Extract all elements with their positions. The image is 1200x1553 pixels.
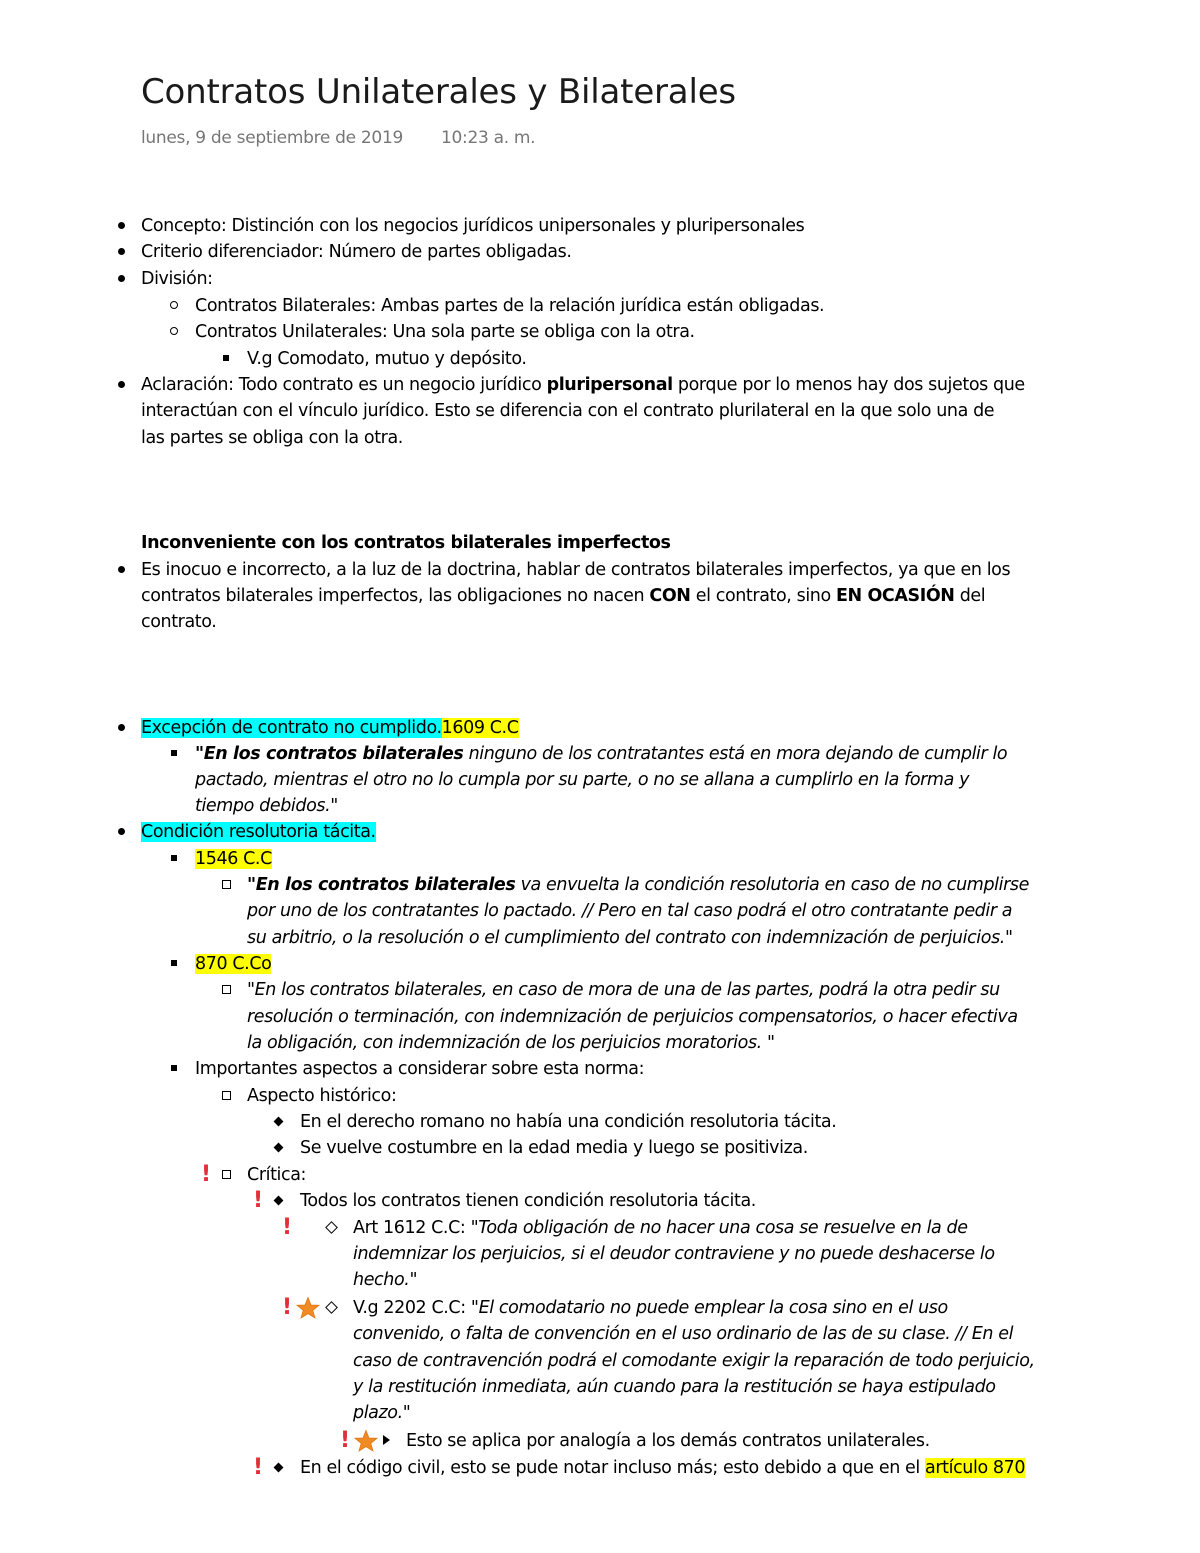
exclamation-icon: ! bbox=[282, 1215, 292, 1240]
list-item bbox=[195, 951, 271, 977]
italic-text: y la restitución inmediata, aún cuando para la restitución se haya estipulado bbox=[353, 1377, 996, 1397]
italic-text: resolución o terminación, con indemnización de perjuicios compensatorios, o hacer efectiva bbox=[247, 1007, 1018, 1027]
italic-text: tiempo debidos." bbox=[195, 796, 338, 816]
exclamation-icon: ! bbox=[282, 1295, 292, 1320]
page-date: lunes, 9 de septiembre de 2019 bbox=[141, 128, 403, 148]
bullet-disc-icon bbox=[111, 266, 131, 292]
article-reference: 870 C.Co bbox=[195, 954, 272, 974]
bullet-circle-icon bbox=[164, 293, 184, 319]
bold-text: "En los contratos bilaterales bbox=[247, 875, 516, 895]
bullet-open-square-icon bbox=[216, 977, 236, 1003]
list-item bbox=[141, 715, 519, 741]
list-item: Criterio diferenciador: Número de partes obligadas. bbox=[141, 242, 572, 262]
list-item: Crítica: bbox=[247, 1165, 307, 1185]
quote-line bbox=[195, 741, 1007, 767]
bullet-open-diamond-icon bbox=[321, 1295, 341, 1321]
list-item: Contratos Bilaterales: Ambas partes de la relación jurídica están obligadas. bbox=[195, 296, 825, 316]
list-item: Importantes aspectos a considerar sobre esta norma: bbox=[195, 1059, 645, 1079]
quote-line bbox=[247, 1030, 775, 1056]
star-icon bbox=[296, 1295, 320, 1321]
list-item: Contratos Unilaterales: Una sola parte se obliga con la otra. bbox=[195, 322, 695, 342]
bullet-square-icon bbox=[216, 346, 236, 372]
page-title: Contratos Unilaterales y Bilaterales bbox=[141, 72, 736, 112]
list-item bbox=[195, 846, 272, 872]
list-item bbox=[300, 1455, 1025, 1481]
bullet-triangle-icon bbox=[376, 1428, 396, 1454]
italic-text: plazo." bbox=[353, 1403, 411, 1423]
list-item: Concepto: Distinción con los negocios jurídicos unipersonales y pluripersonales bbox=[141, 216, 805, 236]
list-item: Esto se aplica por analogía a los demás contratos unilaterales. bbox=[406, 1431, 930, 1451]
quote-line bbox=[353, 1321, 1013, 1347]
italic-text: indemnizar los perjuicios, si el deudor contraviene y no puede deshacerse lo bbox=[353, 1244, 995, 1264]
star-icon bbox=[354, 1428, 378, 1454]
bullet-disc-icon bbox=[111, 557, 131, 583]
article-reference: 1609 C.C bbox=[441, 718, 519, 738]
text-run: contratos bilaterales imperfectos, las obligaciones no nacen bbox=[141, 586, 650, 606]
bold-text: "En los contratos bilaterales bbox=[195, 744, 464, 764]
list-item: V.g Comodato, mutuo y depósito. bbox=[247, 349, 527, 369]
list-item: Se vuelve costumbre en la edad media y luego se positiviza. bbox=[300, 1138, 808, 1158]
exclamation-icon: ! bbox=[201, 1162, 211, 1187]
list-item: Aspecto histórico: bbox=[247, 1086, 397, 1106]
italic-text: El comodatario no puede emplear la cosa sino en el uso bbox=[478, 1298, 948, 1318]
list-item-continuation: las partes se obliga con la otra. bbox=[141, 428, 403, 448]
quote-line bbox=[353, 1241, 995, 1267]
bullet-square-icon bbox=[164, 1056, 184, 1082]
quote-line bbox=[353, 1400, 410, 1426]
italic-text: por uno de los contratantes lo pactado. // Pero en tal caso podrá el otro contratante pedir a bbox=[247, 901, 1013, 921]
text-run: del bbox=[954, 586, 986, 606]
bullet-circle-icon bbox=[164, 319, 184, 345]
page-time: 10:23 a. m. bbox=[440, 128, 536, 148]
exclamation-icon: ! bbox=[340, 1428, 350, 1453]
bold-text: pluripersonal bbox=[546, 375, 673, 395]
italic-text: hecho." bbox=[353, 1270, 418, 1290]
bullet-open-square-icon bbox=[216, 872, 236, 898]
text-run: el contrato, sino bbox=[690, 586, 836, 606]
list-item: División: bbox=[141, 269, 213, 289]
text-run: V.g 2202 C.C: " bbox=[353, 1298, 479, 1318]
italic-text: caso de contravención podrá el comodante exigir la reparación de todo perjuicio, bbox=[353, 1351, 1035, 1371]
bullet-square-icon bbox=[164, 951, 184, 977]
bullet-diamond-icon bbox=[268, 1188, 288, 1214]
quote-line bbox=[247, 977, 1000, 1003]
bold-text: CON bbox=[649, 586, 691, 606]
quote-line bbox=[353, 1348, 1035, 1374]
list-item bbox=[141, 372, 1025, 398]
italic-text: pactado, mientras el otro no lo cumpla por su parte, o no se allana a cumplirlo en la forma y bbox=[195, 770, 970, 790]
quote-line bbox=[195, 793, 338, 819]
article-reference: 1546 C.C bbox=[195, 849, 272, 869]
text-run: va envuelta la condición resolutoria en caso de no cumplirse bbox=[515, 875, 1029, 895]
bullet-diamond-icon bbox=[268, 1135, 288, 1161]
quote-line bbox=[353, 1374, 996, 1400]
page-meta bbox=[141, 128, 535, 148]
quote-line bbox=[247, 925, 1013, 951]
bullet-diamond-icon bbox=[268, 1455, 288, 1481]
italic-text: su arbitrio, o la resolución o el cumplimiento del contrato con indemnización de perjuicios." bbox=[247, 928, 1013, 948]
text-run: Art 1612 C.C: bbox=[353, 1218, 471, 1238]
bullet-disc-icon bbox=[111, 213, 131, 239]
section-heading: Inconveniente con los contratos bilaterales imperfectos bbox=[141, 533, 671, 553]
list-item: En el derecho romano no había una condición resolutoria tácita. bbox=[300, 1112, 837, 1132]
bullet-diamond-icon bbox=[268, 1109, 288, 1135]
quote-line bbox=[195, 767, 969, 793]
text-run: Aclaración: Todo contrato es un negocio jurídico bbox=[141, 375, 547, 395]
bullet-open-square-icon bbox=[216, 1083, 236, 1109]
italic-text: "Toda obligación de no hacer una cosa se resuelve en la de bbox=[470, 1218, 968, 1238]
bullet-open-diamond-icon bbox=[321, 1215, 341, 1241]
quote-line bbox=[353, 1267, 417, 1293]
text-run: En el código civil, esto se pude notar incluso más; esto debido a que en el bbox=[300, 1458, 926, 1478]
italic-text: "En los contratos bilaterales, en caso de mora de una de las partes, podrá la otra pedir su bbox=[247, 980, 1000, 1000]
bullet-open-square-icon bbox=[216, 1162, 236, 1188]
list-item bbox=[353, 1215, 968, 1241]
list-item-continuation: interactúan con el vínculo jurídico. Esto se diferencia con el contrato plurilateral en la que solo una de bbox=[141, 401, 995, 421]
bold-text: EN OCASIÓN bbox=[835, 586, 955, 606]
bullet-disc-icon bbox=[111, 715, 131, 741]
list-item bbox=[353, 1295, 948, 1321]
exclamation-icon: ! bbox=[253, 1455, 263, 1480]
list-item: Todos los contratos tienen condición resolutoria tácita. bbox=[300, 1191, 756, 1211]
bullet-disc-icon bbox=[111, 819, 131, 845]
italic-text: la obligación, con indemnización de los perjuicios moratorios. " bbox=[247, 1033, 775, 1053]
list-item-continuation: contrato. bbox=[141, 612, 217, 632]
quote-line bbox=[247, 898, 1012, 924]
highlighted-text: Condición resolutoria tácita. bbox=[141, 822, 376, 842]
text-run: ninguno de los contratantes está en mora dejando de cumplir lo bbox=[463, 744, 1008, 764]
exclamation-icon: ! bbox=[253, 1188, 263, 1213]
quote-line bbox=[247, 1004, 1018, 1030]
bullet-disc-icon bbox=[111, 372, 131, 398]
list-item: Es inocuo e incorrecto, a la luz de la doctrina, hablar de contratos bilaterales imperfectos, ya que en los bbox=[141, 560, 1011, 580]
text-run: porque por lo menos hay dos sujetos que bbox=[672, 375, 1025, 395]
quote-line bbox=[247, 872, 1029, 898]
list-item-continuation bbox=[141, 583, 985, 609]
highlighted-text: Excepción de contrato no cumplido. bbox=[141, 718, 442, 738]
article-reference: artículo 870 bbox=[925, 1458, 1026, 1478]
bullet-disc-icon bbox=[111, 239, 131, 265]
list-item bbox=[141, 819, 376, 845]
bullet-square-icon bbox=[164, 846, 184, 872]
bullet-square-icon bbox=[164, 741, 184, 767]
italic-text: convenido, o falta de convención en el uso ordinario de las de su clase. // En el bbox=[353, 1324, 1014, 1344]
